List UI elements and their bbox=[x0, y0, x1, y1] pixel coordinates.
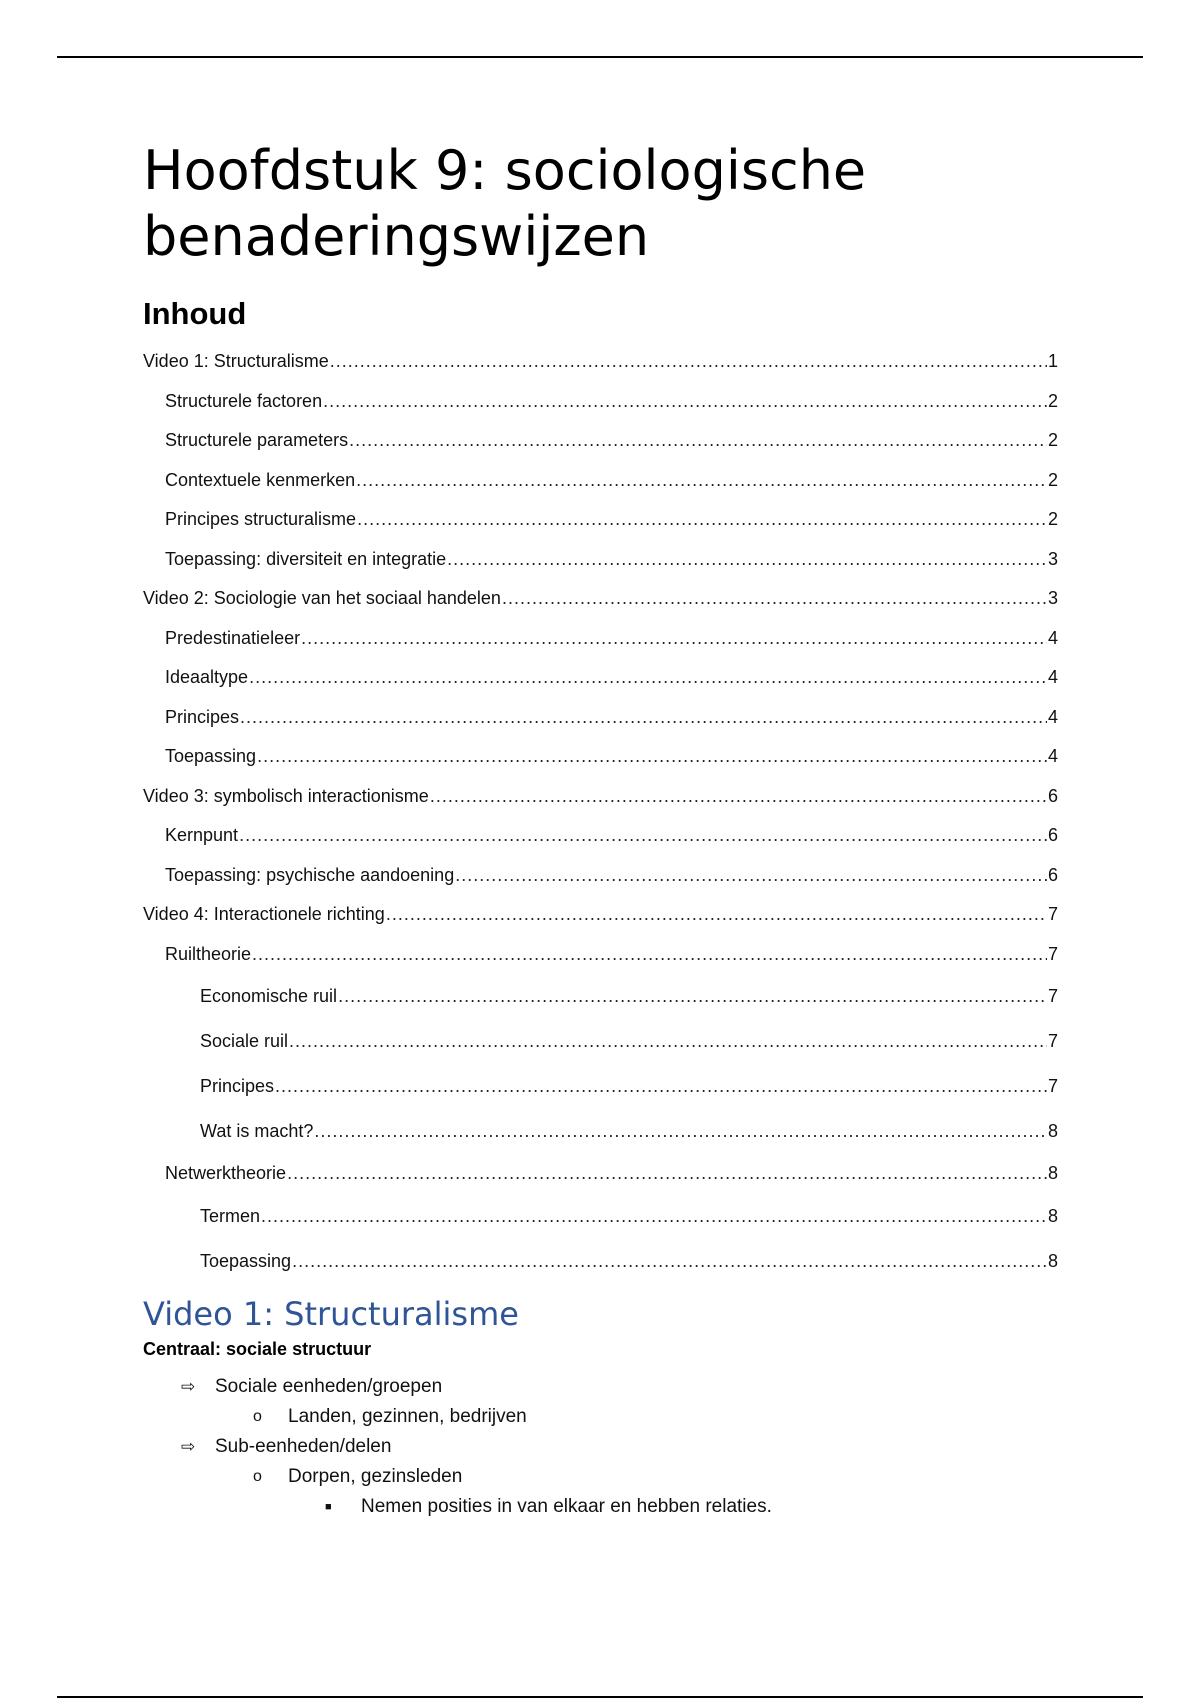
toc-page-number: 8 bbox=[1047, 1250, 1058, 1271]
footer-rule bbox=[57, 1696, 1143, 1698]
toc-entry[interactable] bbox=[143, 382, 1058, 422]
toc-entry[interactable] bbox=[143, 777, 1058, 817]
toc-entry-text: Kernpunt bbox=[165, 825, 239, 845]
toc-page-number: 6 bbox=[1047, 864, 1058, 885]
toc-leader-dots bbox=[257, 737, 1047, 777]
toc-entry-text: Structurele factoren bbox=[165, 390, 323, 411]
toc-entry[interactable] bbox=[143, 895, 1058, 935]
list-item bbox=[143, 1432, 1058, 1462]
toc-entry[interactable] bbox=[143, 1239, 1058, 1284]
toc-leader-dots bbox=[252, 935, 1047, 975]
toc-entry-text: Economische ruil bbox=[200, 986, 338, 1006]
toc-page-number: 7 bbox=[1047, 1031, 1058, 1051]
toc-leader-dots bbox=[314, 1109, 1047, 1154]
table-of-contents bbox=[143, 342, 1058, 1284]
header-rule bbox=[57, 56, 1143, 58]
toc-entry-text: Contextuele kenmerken bbox=[165, 469, 356, 490]
toc-entry[interactable] bbox=[143, 698, 1058, 738]
toc-entry[interactable] bbox=[143, 856, 1058, 896]
list-item bbox=[143, 1462, 1058, 1492]
toc-leader-dots bbox=[455, 856, 1047, 896]
toc-page-number: 2 bbox=[1047, 390, 1058, 411]
toc-entry-text: Principes bbox=[165, 706, 240, 727]
toc-page-number: 8 bbox=[1047, 1121, 1058, 1141]
toc-entry-text: Termen bbox=[200, 1205, 261, 1226]
toc-page-number: 7 bbox=[1047, 1076, 1058, 1096]
toc-entry-text: Netwerktheorie bbox=[165, 1163, 287, 1183]
document-title: Hoofdstuk 9: sociologische benaderingswijzen bbox=[143, 139, 867, 268]
toc-entry[interactable] bbox=[143, 421, 1058, 461]
toc-entry-text: Wat is macht? bbox=[200, 1121, 314, 1141]
toc-entry[interactable] bbox=[143, 935, 1058, 975]
toc-page-number: 8 bbox=[1047, 1163, 1058, 1183]
toc-entry-text: Principes structuralisme bbox=[165, 509, 357, 529]
toc-entry[interactable] bbox=[143, 579, 1058, 619]
toc-entry-text: Toepassing bbox=[165, 746, 257, 766]
toc-entry-text: Video 2: Sociologie van het sociaal handelen bbox=[143, 588, 501, 608]
toc-entry[interactable] bbox=[143, 461, 1058, 501]
list-item-text: Sociale eenheden/groepen bbox=[215, 1375, 443, 1397]
toc-entry-text: Video 1: Structuralisme bbox=[143, 351, 329, 371]
toc-page-number: 6 bbox=[1047, 785, 1058, 806]
toc-leader-dots bbox=[249, 658, 1047, 698]
toc-leader-dots bbox=[275, 1064, 1047, 1109]
toc-page-number: 7 bbox=[1047, 904, 1058, 924]
page-content bbox=[143, 138, 1058, 1522]
toc-entry-text: Sociale ruil bbox=[200, 1031, 289, 1051]
toc-heading: Inhoud bbox=[143, 296, 247, 331]
toc-page-number: 3 bbox=[1047, 548, 1058, 569]
list-item-text: Nemen posities in van elkaar en hebben relaties. bbox=[361, 1495, 772, 1517]
toc-entry[interactable] bbox=[143, 1109, 1058, 1154]
toc-entry-text: Principes bbox=[200, 1076, 275, 1096]
toc-entry[interactable] bbox=[143, 737, 1058, 777]
toc-page-number: 4 bbox=[1047, 746, 1058, 766]
toc-entry-text: Ruiltheorie bbox=[165, 943, 252, 964]
toc-page-number: 7 bbox=[1047, 986, 1058, 1006]
circle-bullet-icon: o bbox=[253, 1467, 262, 1485]
toc-entry-text: Structurele parameters bbox=[165, 430, 349, 450]
toc-page-number: 1 bbox=[1047, 351, 1058, 371]
toc-entry[interactable] bbox=[143, 974, 1058, 1019]
toc-entry-text: Video 4: Interactionele richting bbox=[143, 904, 385, 924]
toc-leader-dots bbox=[240, 698, 1047, 738]
toc-leader-dots bbox=[357, 500, 1047, 540]
toc-entry-text: Predestinatieleer bbox=[165, 627, 301, 648]
toc-leader-dots bbox=[289, 1019, 1047, 1064]
toc-entry[interactable] bbox=[143, 619, 1058, 659]
toc-leader-dots bbox=[301, 619, 1047, 659]
toc-entry[interactable] bbox=[143, 1019, 1058, 1064]
list-item bbox=[143, 1402, 1058, 1432]
toc-leader-dots bbox=[349, 421, 1047, 461]
toc-leader-dots bbox=[386, 895, 1047, 935]
toc-leader-dots bbox=[287, 1154, 1047, 1194]
list-item-text: Dorpen, gezinsleden bbox=[288, 1465, 463, 1487]
toc-entry[interactable] bbox=[143, 1194, 1058, 1239]
square-bullet-icon: ■ bbox=[325, 1500, 332, 1513]
toc-leader-dots bbox=[430, 777, 1047, 817]
toc-entry[interactable] bbox=[143, 500, 1058, 540]
toc-entry-text: Toepassing: psychische aandoening bbox=[165, 864, 455, 885]
toc-entry[interactable] bbox=[143, 342, 1058, 382]
list-item-text: Sub-eenheden/delen bbox=[215, 1435, 392, 1457]
toc-leader-dots bbox=[239, 816, 1047, 856]
bullet-list bbox=[143, 1372, 1058, 1522]
circle-bullet-icon: o bbox=[253, 1407, 262, 1425]
toc-page-number: 3 bbox=[1047, 588, 1058, 608]
toc-entry-text: Toepassing: diversiteit en integratie bbox=[165, 548, 447, 569]
toc-page-number: 4 bbox=[1047, 667, 1058, 687]
arrow-bullet-icon: ⇨ bbox=[181, 1376, 196, 1396]
toc-leader-dots bbox=[330, 342, 1047, 382]
toc-leader-dots bbox=[338, 974, 1047, 1019]
central-statement: Centraal: sociale structuur bbox=[143, 1338, 372, 1359]
toc-leader-dots bbox=[356, 461, 1047, 501]
toc-entry[interactable] bbox=[143, 1064, 1058, 1109]
list-item bbox=[143, 1372, 1058, 1402]
toc-page-number: 4 bbox=[1047, 706, 1058, 727]
toc-entry[interactable] bbox=[143, 540, 1058, 580]
section-heading: Video 1: Structuralisme bbox=[143, 1294, 519, 1333]
toc-leader-dots bbox=[447, 540, 1047, 580]
toc-page-number: 8 bbox=[1047, 1205, 1058, 1226]
toc-leader-dots bbox=[261, 1194, 1047, 1239]
toc-entry-text: Ideaaltype bbox=[165, 667, 249, 687]
toc-entry-text: Video 3: symbolisch interactionisme bbox=[143, 785, 429, 806]
toc-page-number: 7 bbox=[1047, 943, 1058, 964]
toc-page-number: 2 bbox=[1047, 509, 1058, 529]
toc-page-number: 2 bbox=[1047, 469, 1058, 490]
toc-leader-dots bbox=[502, 579, 1047, 619]
toc-leader-dots bbox=[292, 1239, 1047, 1284]
toc-entry[interactable] bbox=[143, 658, 1058, 698]
arrow-bullet-icon: ⇨ bbox=[181, 1436, 196, 1456]
toc-entry[interactable] bbox=[143, 816, 1058, 856]
toc-page-number: 2 bbox=[1047, 430, 1058, 450]
toc-page-number: 6 bbox=[1047, 825, 1058, 845]
toc-leader-dots bbox=[323, 382, 1047, 422]
list-item-text: Landen, gezinnen, bedrijven bbox=[288, 1405, 527, 1427]
toc-page-number: 4 bbox=[1047, 627, 1058, 648]
list-item bbox=[143, 1492, 1058, 1522]
toc-entry[interactable] bbox=[143, 1154, 1058, 1194]
toc-entry-text: Toepassing bbox=[200, 1250, 292, 1271]
